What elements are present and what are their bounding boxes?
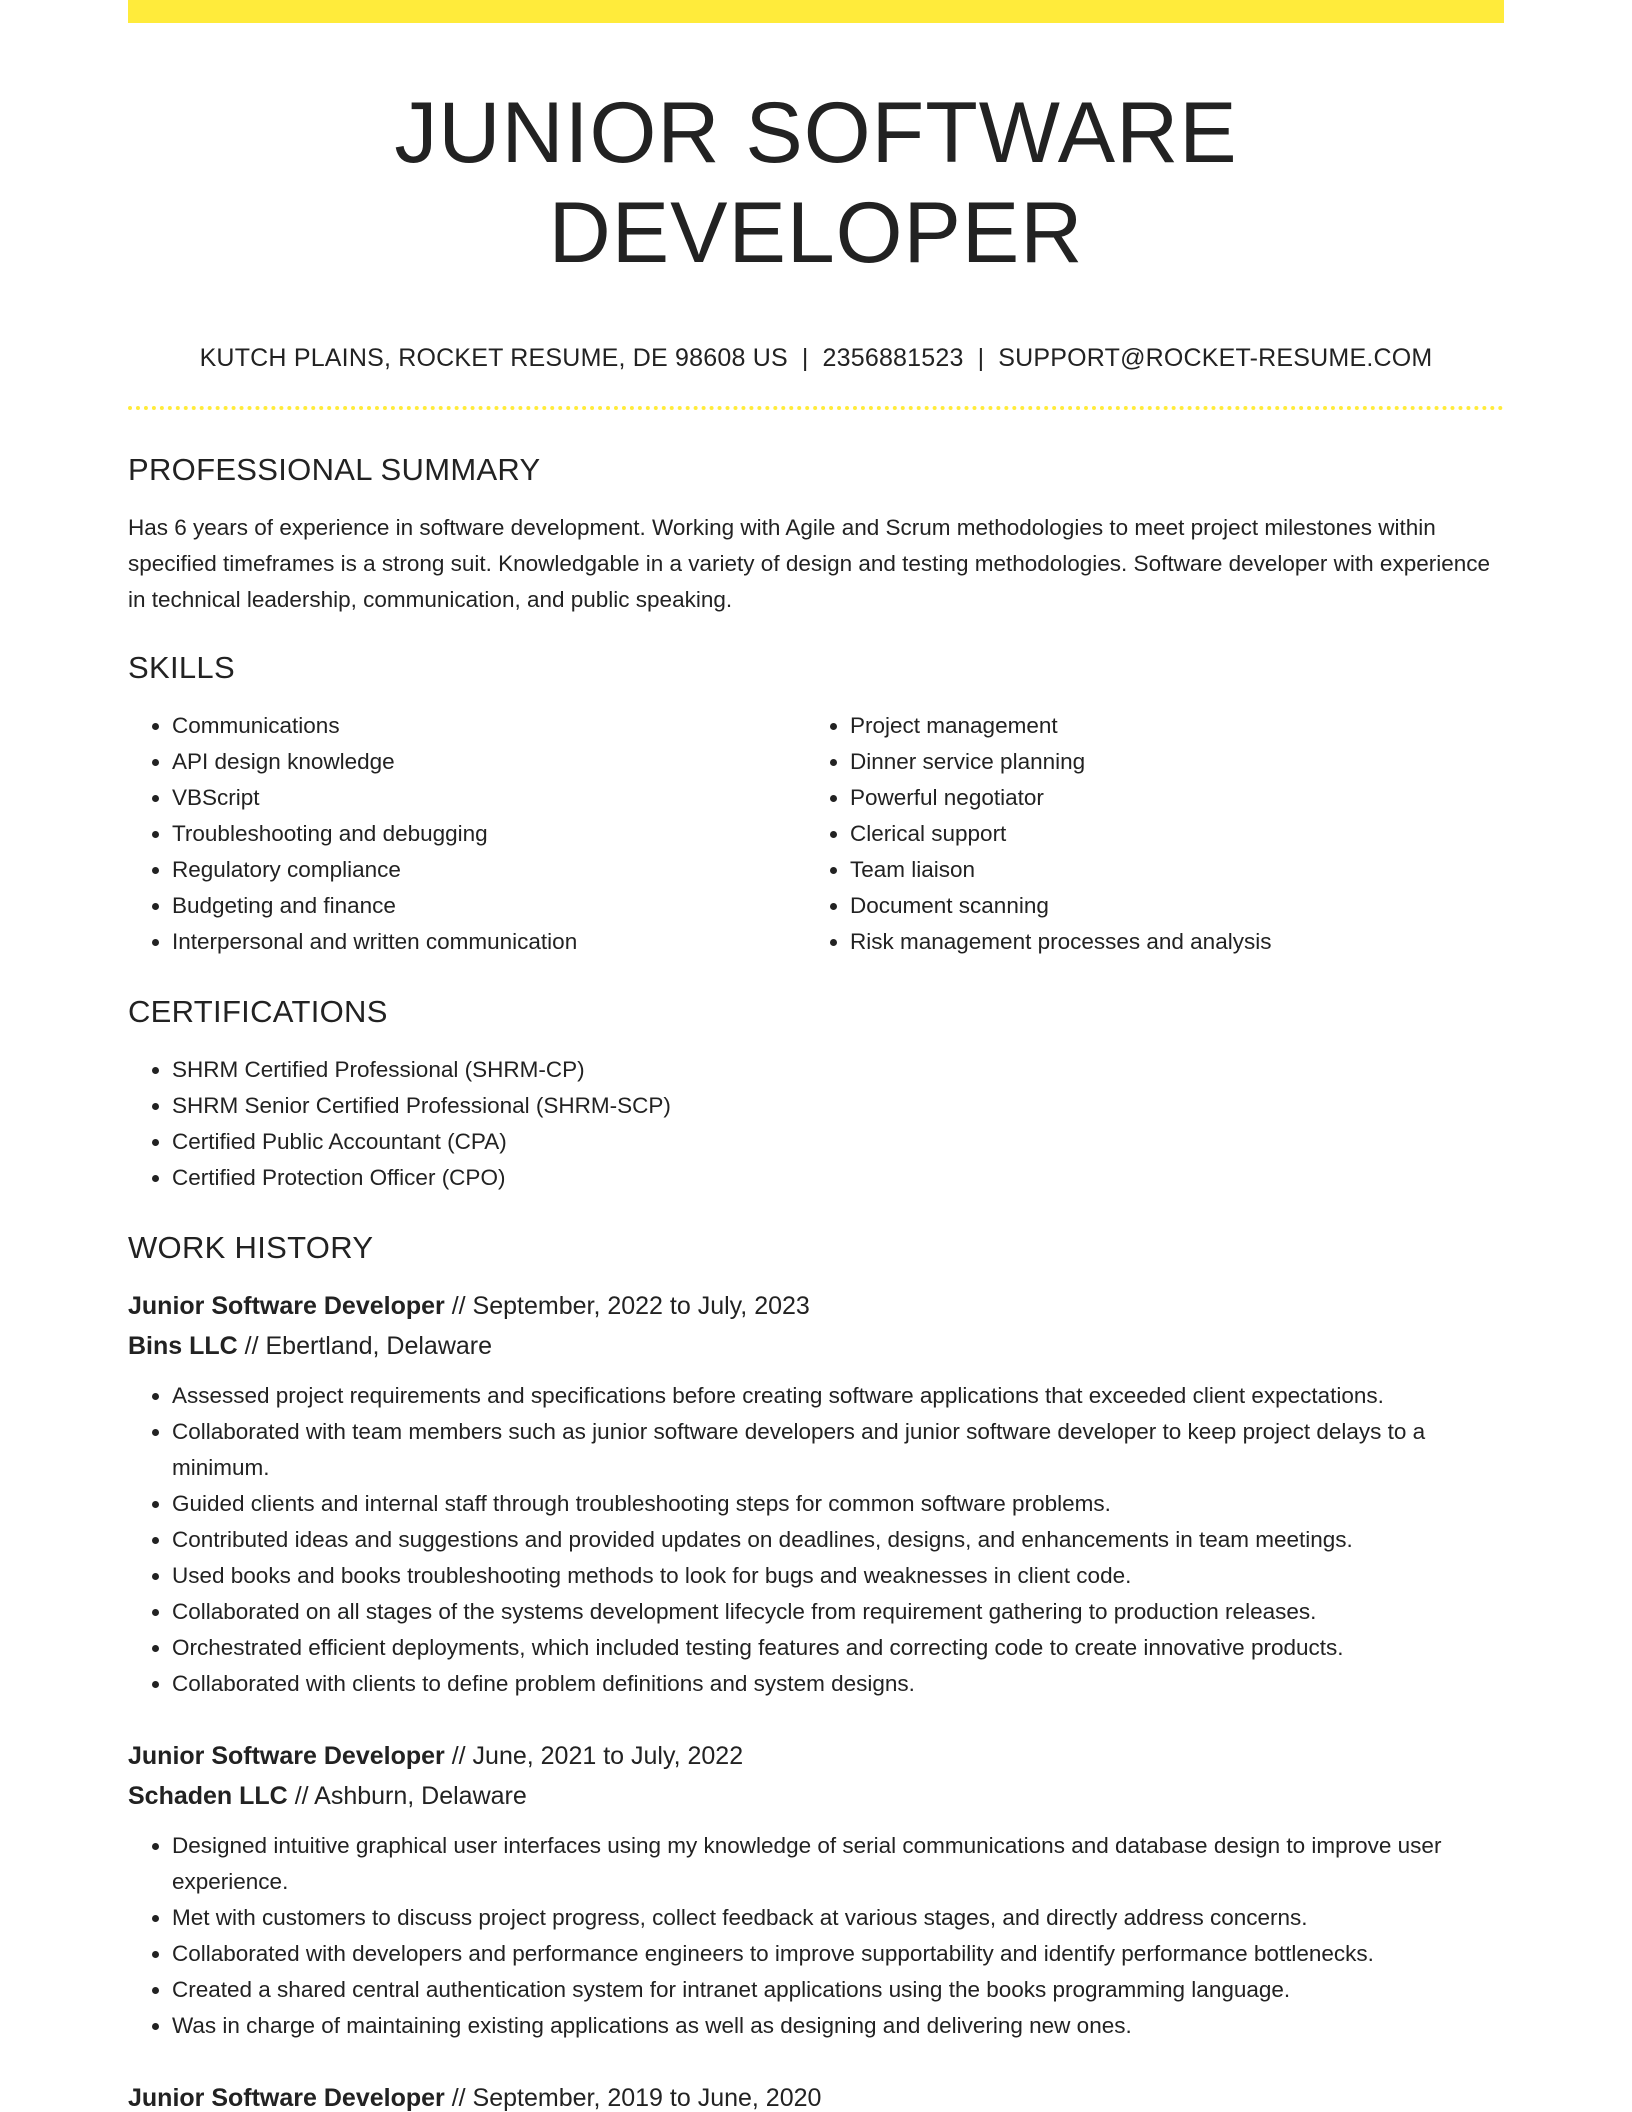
job-title-line bbox=[128, 2078, 1504, 2112]
job-bullet-list bbox=[128, 1828, 1504, 2044]
certification-item: • Certified Public Accountant (CPA) bbox=[172, 1124, 1504, 1160]
job-bullet: • Contributed ideas and suggestions and provided updates on deadlines, designs, and enhancements in team meetings. bbox=[172, 1522, 1504, 1558]
skill-item: • API design knowledge bbox=[172, 744, 806, 780]
job-bullet: • Collaborated with team members such as junior software developers and junior software developer to keep project delays to a minimum. bbox=[172, 1414, 1504, 1486]
contact-separator: | bbox=[801, 344, 809, 372]
job-company-line bbox=[128, 1326, 1504, 1366]
skill-item: • Regulatory compliance bbox=[172, 852, 806, 888]
job-entry bbox=[128, 1736, 1504, 2044]
job-entry bbox=[128, 2078, 1504, 2112]
certification-item: • SHRM Certified Professional (SHRM-CP) bbox=[172, 1052, 1504, 1088]
contact-line bbox=[128, 343, 1504, 373]
summary-text: Has 6 years of experience in software development. Working with Agile and Scrum methodologies to meet project milestones within specified timeframes is a strong suit. Knowledgable in a variety of design and testing methodologies. Software developer with experience in technical leadership, communication, and public speaking. bbox=[128, 515, 1491, 612]
job-dates: // September, 2022 to July, 2023 bbox=[451, 1292, 810, 1320]
job-company-line bbox=[128, 1776, 1504, 1816]
job-dates: // September, 2019 to June, 2020 bbox=[451, 2084, 822, 2112]
job-title-line bbox=[128, 1736, 1504, 1776]
job-location: // Ashburn, Delaware bbox=[294, 1782, 527, 1810]
job-dates: // June, 2021 to July, 2022 bbox=[451, 1742, 744, 1770]
resume-content bbox=[128, 23, 1504, 2112]
jobs-list bbox=[128, 1286, 1504, 2112]
job-title: Junior Software Developer bbox=[128, 1292, 445, 1320]
skill-item: • Interpersonal and written communication bbox=[172, 924, 806, 960]
skills-column-right bbox=[806, 708, 1484, 960]
skill-item: • Dinner service planning bbox=[850, 744, 1484, 780]
job-bullet: • Collaborated on all stages of the systems development lifecycle from requirement gathering to production releases. bbox=[172, 1594, 1504, 1630]
job-bullet: • Assessed project requirements and specifications before creating software applications that exceeded client expectations. bbox=[172, 1378, 1504, 1414]
summary-heading: PROFESSIONAL SUMMARY bbox=[128, 452, 541, 487]
job-title-line bbox=[128, 1286, 1504, 1326]
page-title: JUNIOR SOFTWARE DEVELOPER bbox=[394, 85, 1238, 281]
work-history-section bbox=[128, 1230, 1504, 2112]
job-bullet: • Collaborated with clients to define problem definitions and system designs. bbox=[172, 1666, 1504, 1702]
skill-item: • Project management bbox=[850, 708, 1484, 744]
job-bullet-list bbox=[128, 1378, 1504, 1702]
job-title: Junior Software Developer bbox=[128, 1742, 445, 1770]
job-bullet: • Met with customers to discuss project progress, collect feedback at various stages, and directly address concerns. bbox=[172, 1900, 1504, 1936]
work-history-heading: WORK HISTORY bbox=[128, 1230, 374, 1265]
contact-email: SUPPORT@ROCKET-RESUME.COM bbox=[998, 344, 1433, 372]
certifications-list bbox=[128, 1052, 1504, 1196]
job-bullet: • Designed intuitive graphical user interfaces using my knowledge of serial communications and database design to improve user experience. bbox=[172, 1828, 1504, 1900]
contact-address: KUTCH PLAINS, ROCKET RESUME, DE 98608 US bbox=[199, 344, 788, 372]
job-bullet: • Was in charge of maintaining existing applications as well as designing and delivering new ones. bbox=[172, 2008, 1504, 2044]
accent-top-bar bbox=[128, 0, 1504, 23]
job-entry bbox=[128, 1286, 1504, 1702]
skill-item: • Document scanning bbox=[850, 888, 1484, 924]
dotted-divider bbox=[128, 406, 1504, 410]
job-title: Junior Software Developer bbox=[128, 2084, 445, 2112]
job-bullet: • Used books and books troubleshooting methods to look for bugs and weaknesses in client code. bbox=[172, 1558, 1504, 1594]
skills-section bbox=[128, 650, 1504, 960]
skills-list-left bbox=[128, 708, 806, 960]
skill-item: • Communications bbox=[172, 708, 806, 744]
certification-item: • Certified Protection Officer (CPO) bbox=[172, 1160, 1504, 1196]
certifications-heading: CERTIFICATIONS bbox=[128, 994, 388, 1029]
contact-separator: | bbox=[977, 344, 985, 372]
skills-grid bbox=[128, 708, 1504, 960]
job-bullet: • Orchestrated efficient deployments, which included testing features and correcting code to create innovative products. bbox=[172, 1630, 1504, 1666]
job-location: // Ebertland, Delaware bbox=[244, 1332, 493, 1360]
certifications-section bbox=[128, 994, 1504, 1196]
skill-item: • Team liaison bbox=[850, 852, 1484, 888]
skill-item: • Powerful negotiator bbox=[850, 780, 1484, 816]
job-company: Schaden LLC bbox=[128, 1782, 288, 1810]
contact-phone: 2356881523 bbox=[822, 344, 964, 372]
skill-item: • Risk management processes and analysis bbox=[850, 924, 1484, 960]
job-bullet: • Collaborated with developers and performance engineers to improve supportability and identify performance bottlenecks. bbox=[172, 1936, 1504, 1972]
skill-item: • Budgeting and finance bbox=[172, 888, 806, 924]
skills-list-right bbox=[806, 708, 1484, 960]
skill-item: • Clerical support bbox=[850, 816, 1484, 852]
job-bullet: • Guided clients and internal staff through troubleshooting steps for common software problems. bbox=[172, 1486, 1504, 1522]
skill-item: • VBScript bbox=[172, 780, 806, 816]
job-company: Bins LLC bbox=[128, 1332, 238, 1360]
certification-item: • SHRM Senior Certified Professional (SHRM-SCP) bbox=[172, 1088, 1504, 1124]
skills-heading: SKILLS bbox=[128, 650, 235, 685]
skills-column-left bbox=[128, 708, 806, 960]
job-bullet: • Created a shared central authentication system for intranet applications using the books programming language. bbox=[172, 1972, 1504, 2008]
summary-section bbox=[128, 452, 1504, 618]
skill-item: • Troubleshooting and debugging bbox=[172, 816, 806, 852]
